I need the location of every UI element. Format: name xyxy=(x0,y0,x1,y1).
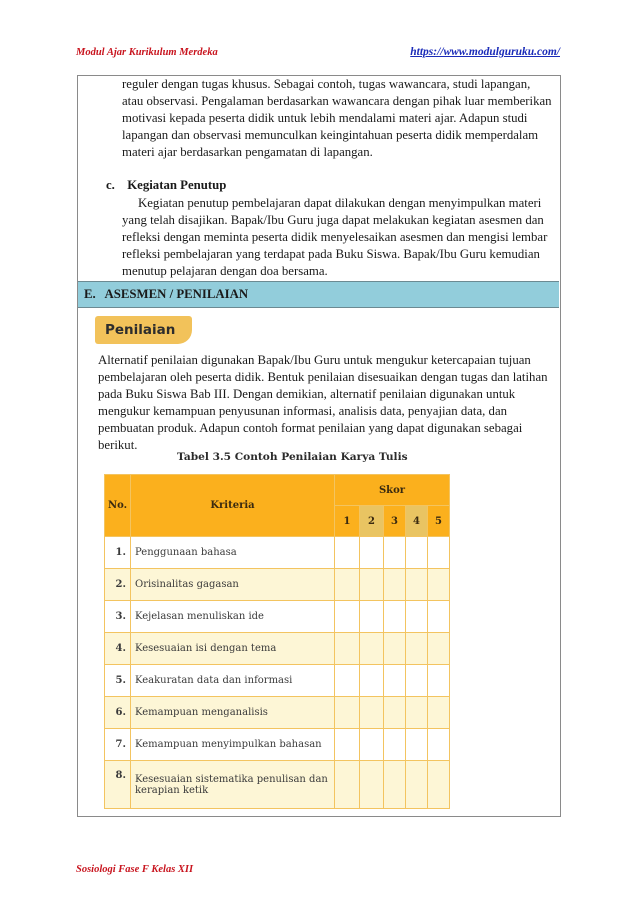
table-row xyxy=(105,633,450,665)
score-header-5: 5 xyxy=(428,506,450,537)
row-number: 3. xyxy=(105,601,131,633)
row-criterion: Keakuratan data dan informasi xyxy=(131,665,335,697)
score-cell-3[interactable] xyxy=(384,601,406,633)
row-criterion: Kemampuan menganalisis xyxy=(131,697,335,729)
score-cell-1[interactable] xyxy=(335,633,360,665)
score-cell-5[interactable] xyxy=(428,601,450,633)
score-cell-4[interactable] xyxy=(406,729,428,761)
score-cell-4[interactable] xyxy=(406,569,428,601)
score-cell-4[interactable] xyxy=(406,537,428,569)
table-row xyxy=(105,569,450,601)
row-criterion: Kesesuaian isi dengan tema xyxy=(131,633,335,665)
score-cell-2[interactable] xyxy=(360,569,384,601)
score-cell-5[interactable] xyxy=(428,633,450,665)
row-criterion: Orisinalitas gagasan xyxy=(131,569,335,601)
row-number: 6. xyxy=(105,697,131,729)
score-cell-1[interactable] xyxy=(335,761,360,809)
closing-activity-text: Kegiatan penutup pembelajaran dapat dilakukan dengan menyimpulkan materi yang telah disajikan. Bapak/Ibu Guru juga dapat melakukan kegiatan asesmen dan refleksi dengan meminta peserta didik menyelesaikan asesmen dan mengisi lembar refleksi pembelajaran yang terdapat pada Buku Siswa. Bapak/Ibu Guru kemudian menutup pelajaran dengan doa bersama. xyxy=(122,196,548,278)
score-cell-2[interactable] xyxy=(360,761,384,809)
score-cell-1[interactable] xyxy=(335,729,360,761)
document-header-title: Modul Ajar Kurikulum Merdeka xyxy=(76,47,218,58)
section-heading-bar xyxy=(78,281,559,308)
section-label: E. xyxy=(84,287,96,301)
table-row xyxy=(105,729,450,761)
row-number: 1. xyxy=(105,537,131,569)
score-cell-2[interactable] xyxy=(360,729,384,761)
subsection-label: c. xyxy=(106,178,115,192)
score-header-1: 1 xyxy=(335,506,360,537)
score-cell-4[interactable] xyxy=(406,697,428,729)
table-row xyxy=(105,697,450,729)
score-cell-3[interactable] xyxy=(384,633,406,665)
score-cell-3[interactable] xyxy=(384,761,406,809)
table-row xyxy=(105,601,450,633)
score-cell-5[interactable] xyxy=(428,697,450,729)
table-row xyxy=(105,665,450,697)
score-cell-5[interactable] xyxy=(428,729,450,761)
score-cell-4[interactable] xyxy=(406,633,428,665)
score-cell-3[interactable] xyxy=(384,665,406,697)
column-header-kriteria: Kriteria xyxy=(131,475,335,537)
score-cell-3[interactable] xyxy=(384,569,406,601)
score-cell-1[interactable] xyxy=(335,537,360,569)
table-row xyxy=(105,761,450,809)
assessment-table xyxy=(104,474,450,809)
score-cell-3[interactable] xyxy=(384,697,406,729)
table-row xyxy=(105,537,450,569)
score-cell-2[interactable] xyxy=(360,633,384,665)
score-cell-4[interactable] xyxy=(406,665,428,697)
penilaian-badge: Penilaian xyxy=(95,316,192,344)
score-cell-4[interactable] xyxy=(406,761,428,809)
row-number: 7. xyxy=(105,729,131,761)
subsection-title: Kegiatan Penutup xyxy=(127,178,227,192)
table-title: Tabel 3.5 Contoh Penilaian Karya Tulis xyxy=(177,451,408,463)
document-footer-title: Sosiologi Fase F Kelas XII xyxy=(76,864,194,875)
score-cell-1[interactable] xyxy=(335,665,360,697)
row-number: 4. xyxy=(105,633,131,665)
row-criterion: Kesesuaian sistematika penulisan dan kerapian ketik xyxy=(131,761,335,809)
row-criterion: Kemampuan menyimpulkan bahasan xyxy=(131,729,335,761)
score-cell-5[interactable] xyxy=(428,537,450,569)
column-header-no: No. xyxy=(105,475,131,537)
score-cell-1[interactable] xyxy=(335,601,360,633)
score-cell-5[interactable] xyxy=(428,761,450,809)
score-cell-3[interactable] xyxy=(384,537,406,569)
intro-paragraph: reguler dengan tugas khusus. Sebagai contoh, tugas wawancara, studi lapangan, atau observasi. Pengalaman berdasarkan wawancara dengan pihak luar memberikan motivasi kepada peserta didik untuk lebih mendalami materi ajar. Adapun studi lapangan dan observasi memunculkan keingintahuan peserta didik memperdalam materi ajar berdasarkan pengamatan di lapangan. xyxy=(122,77,552,159)
score-cell-1[interactable] xyxy=(335,697,360,729)
score-cell-3[interactable] xyxy=(384,729,406,761)
score-cell-1[interactable] xyxy=(335,569,360,601)
content-frame xyxy=(77,75,561,817)
score-cell-2[interactable] xyxy=(360,665,384,697)
row-number: 8. xyxy=(105,761,131,809)
subsection-heading xyxy=(106,178,226,193)
score-header-4: 4 xyxy=(406,506,428,537)
row-number: 2. xyxy=(105,569,131,601)
section-title: ASESMEN / PENILAIAN xyxy=(104,287,249,301)
row-criterion: Kejelasan menuliskan ide xyxy=(131,601,335,633)
assessment-paragraph: Alternatif penilaian digunakan Bapak/Ibu Guru untuk mengukur ketercapaian tujuan pembelajaran oleh peserta didik. Bentuk penilaian disesuaikan dengan tugas dan latihan pada Buku Siswa Bab III. Dengan demikian, alternatif penilaian digunakan untuk mengukur kemampuan penyusunan informasi, analisis data, penyajian data, dan pembuatan produk. Adapun contoh format penilaian yang dapat digunakan sebagai berikut. xyxy=(98,353,548,452)
score-cell-2[interactable] xyxy=(360,537,384,569)
score-header-2: 2 xyxy=(360,506,384,537)
score-cell-2[interactable] xyxy=(360,601,384,633)
score-cell-5[interactable] xyxy=(428,665,450,697)
score-cell-5[interactable] xyxy=(428,569,450,601)
closing-activity-paragraph xyxy=(122,195,554,280)
score-header-3: 3 xyxy=(384,506,406,537)
column-header-skor: Skor xyxy=(335,475,450,506)
row-number: 5. xyxy=(105,665,131,697)
score-cell-2[interactable] xyxy=(360,697,384,729)
website-link[interactable]: https://www.modulguruku.com/ xyxy=(410,46,560,58)
score-cell-4[interactable] xyxy=(406,601,428,633)
row-criterion: Penggunaan bahasa xyxy=(131,537,335,569)
